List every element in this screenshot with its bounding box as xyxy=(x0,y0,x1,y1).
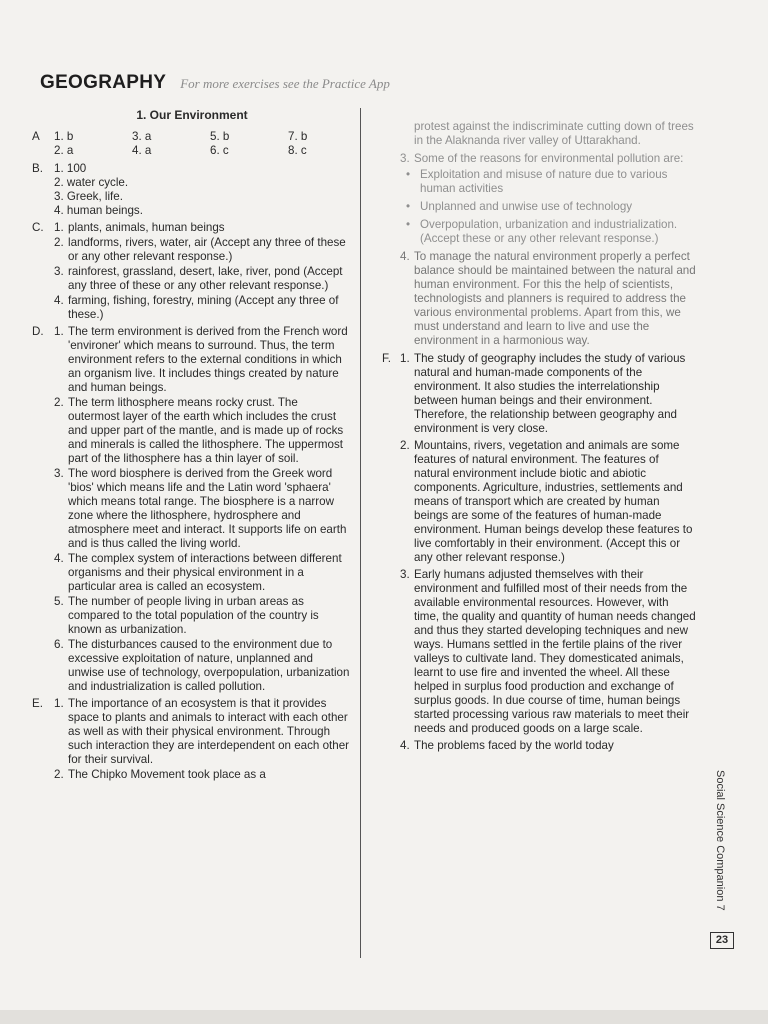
item-number: 4. xyxy=(54,552,64,565)
item-text: The term environment is derived from the French word 'environer' which means to surround. Thus, the term environment refers to the external conditions in which an organism live. It includes things created by nature and human beings. xyxy=(68,325,348,394)
item-number: 2. xyxy=(54,396,64,409)
bullet-item: • Overpopulation, urbanization and industrialization. (Accept these or any other relevant response.) xyxy=(406,218,696,246)
item-number: 1. xyxy=(54,325,64,338)
e2-continuation: protest against the indiscriminate cutting down of trees in the Alaknanda river valley of Uttarakhand. xyxy=(414,120,694,147)
item-text: The Chipko Movement took place as a xyxy=(68,768,266,781)
item-number: 3. xyxy=(54,265,64,278)
item-number: 2. xyxy=(54,768,64,781)
item-text: To manage the natural environment properly a perfect balance should be maintained between the natural and human environment. For this the help of scientists, technologists and planners is required to address the various environmental problems. Apart from this, we must understand and learn to live and use the environment in a harmonious way. xyxy=(414,250,696,347)
list-item xyxy=(54,221,352,235)
item-text: Mountains, rivers, vegetation and animals are some features of natural environment. The features of natural environment include biotic and abiotic components. Agriculture, industries, settlements and means of transport which are created by human beings are some of the features of human-made environment. Human beings develop these features to live comfortably in their environment. (Accept this or any other relevant response.) xyxy=(414,439,693,564)
answer-a5: 5. b xyxy=(210,130,230,143)
item-text: The word biosphere is derived from the Greek word 'bios' which means life and the Latin word 'sphaera' which means total range. The biosphere is a narrow zone where the lithosphere, hydrosphere and atmosphere meet and interact. It supports life on earth and is thus called the living world. xyxy=(68,467,347,550)
list-item xyxy=(400,352,696,436)
list-item xyxy=(378,152,696,166)
item-number: 2. xyxy=(400,439,410,452)
item-text: The problems faced by the world today xyxy=(414,739,614,752)
section-c xyxy=(32,221,352,322)
right-column xyxy=(378,120,696,754)
item-number: 1. xyxy=(54,221,64,234)
item-number: 3. xyxy=(400,152,410,165)
answer-a2: 2. a xyxy=(54,144,74,157)
section-e xyxy=(32,697,352,782)
list-item xyxy=(54,265,352,293)
page-bottom-shadow xyxy=(0,1010,768,1024)
item-number: 3. xyxy=(400,568,410,581)
list-item xyxy=(54,325,352,395)
item-number: 4. xyxy=(54,294,64,307)
item-text: rainforest, grassland, desert, lake, river, pond (Accept any three of these or any other relevant response.) xyxy=(68,265,343,292)
section-d xyxy=(32,325,352,694)
item-number: 2. xyxy=(54,236,64,249)
item-text: farming, fishing, forestry, mining (Accept any three of these.) xyxy=(68,294,339,321)
section-d-letter: D. xyxy=(32,325,44,338)
item-number: 3. xyxy=(54,467,64,480)
list-item xyxy=(54,294,352,322)
section-f-letter: F. xyxy=(382,352,392,365)
list-item xyxy=(54,638,352,694)
answer-a4: 4. a xyxy=(132,144,152,157)
item-text: The study of geography includes the study of various natural and human-made components of the environment. It also studies the interrelationship between human beings and their environment. Therefore, the relationship between geography and environment is very close. xyxy=(414,352,686,435)
list-item xyxy=(54,396,352,466)
item-text: landforms, rivers, water, air (Accept any three of these or any other relevant response.) xyxy=(68,236,346,263)
item-number: 5. xyxy=(54,595,64,608)
book-title-sidebar xyxy=(712,770,728,930)
list-item: 3. Greek, life. xyxy=(54,190,123,203)
answer-a6: 6. c xyxy=(210,144,229,157)
bullet-item: • Unplanned and unwise use of technology xyxy=(406,200,696,214)
section-a-answers xyxy=(32,130,352,158)
list-item xyxy=(54,595,352,637)
item-text: The disturbances caused to the environment due to excessive exploitation of nature, unplanned and unwise use of technology, overpopulation, urbanization and industrialization is called pollution. xyxy=(68,638,350,693)
page-number: 23 xyxy=(710,932,734,949)
item-text: plants, animals, human beings xyxy=(68,221,225,234)
item-text: Some of the reasons for environmental pollution are: xyxy=(414,152,684,165)
list-item xyxy=(54,697,352,767)
page-header xyxy=(40,72,390,94)
answer-a7: 7. b xyxy=(288,130,308,143)
left-column xyxy=(32,108,352,783)
list-item xyxy=(378,250,696,348)
list-item: 1. 100 xyxy=(54,162,87,175)
list-item: 4. human beings. xyxy=(54,204,143,217)
item-number: 1. xyxy=(54,697,64,710)
item-text: The importance of an ecosystem is that it provides space to plants and animals to interact with each other as well as with their physical environment. Through such interaction they are interdependent on each other for their survival. xyxy=(68,697,350,766)
list-item xyxy=(54,768,352,782)
section-b xyxy=(32,162,352,218)
section-b-letter: B. xyxy=(32,162,43,175)
section-c-letter: C. xyxy=(32,221,44,234)
chapter-title: 1. Our Environment xyxy=(136,108,248,122)
list-item xyxy=(400,439,696,565)
pollution-reasons-list xyxy=(378,168,696,246)
answer-a1: 1. b xyxy=(54,130,74,143)
list-item xyxy=(54,236,352,264)
answer-a8: 8. c xyxy=(288,144,307,157)
answer-a3: 3. a xyxy=(132,130,152,143)
list-item: 2. water cycle. xyxy=(54,176,129,189)
book-title: Social Science Companion 7 xyxy=(714,770,726,911)
section-a-letter: A xyxy=(32,130,40,143)
item-text: The number of people living in urban areas as compared to the total population of the country is known as urbanization. xyxy=(68,595,319,636)
item-number: 4. xyxy=(400,739,410,752)
section-e-letter: E. xyxy=(32,697,43,710)
item-text: The term lithosphere means rocky crust. The outermost layer of the earth which includes the crust and upper part of the mantle, and is made up of rocks and minerals is called the lithosphere. The uppermost part of the lithosphere has a thin layer of soil. xyxy=(68,396,344,465)
list-item xyxy=(400,739,696,753)
bullet-item: • Exploitation and misuse of nature due to various human activities xyxy=(406,168,696,196)
item-number: 6. xyxy=(54,638,64,651)
section-f xyxy=(378,352,696,753)
item-number: 4. xyxy=(400,250,410,263)
practice-app-tagline: For more exercises see the Practice App xyxy=(180,76,390,91)
column-divider xyxy=(360,108,361,958)
list-item xyxy=(400,568,696,736)
item-number: 1. xyxy=(400,352,410,365)
item-text: Early humans adjusted themselves with their environment and fulfilled most of their needs from the available environmental resources. However, with time, the quality and quantity of human needs changed and thus they started developing techniques and new ways. Humans settled in the fertile plains of the river valleys to cultivate land. They domesticated animals, learnt to use fire and invented the wheel. All these helped in surplus food production and exchange of surplus goods. In due course of time, human beings started processing various raw materials to meet their needs and produced goods on a large scale. xyxy=(414,568,696,735)
list-item xyxy=(54,552,352,594)
list-item xyxy=(54,467,352,551)
item-text: The complex system of interactions between different organisms and their physical environment in a particular area is called an ecosystem. xyxy=(68,552,342,593)
subject-title: GEOGRAPHY xyxy=(40,72,167,93)
